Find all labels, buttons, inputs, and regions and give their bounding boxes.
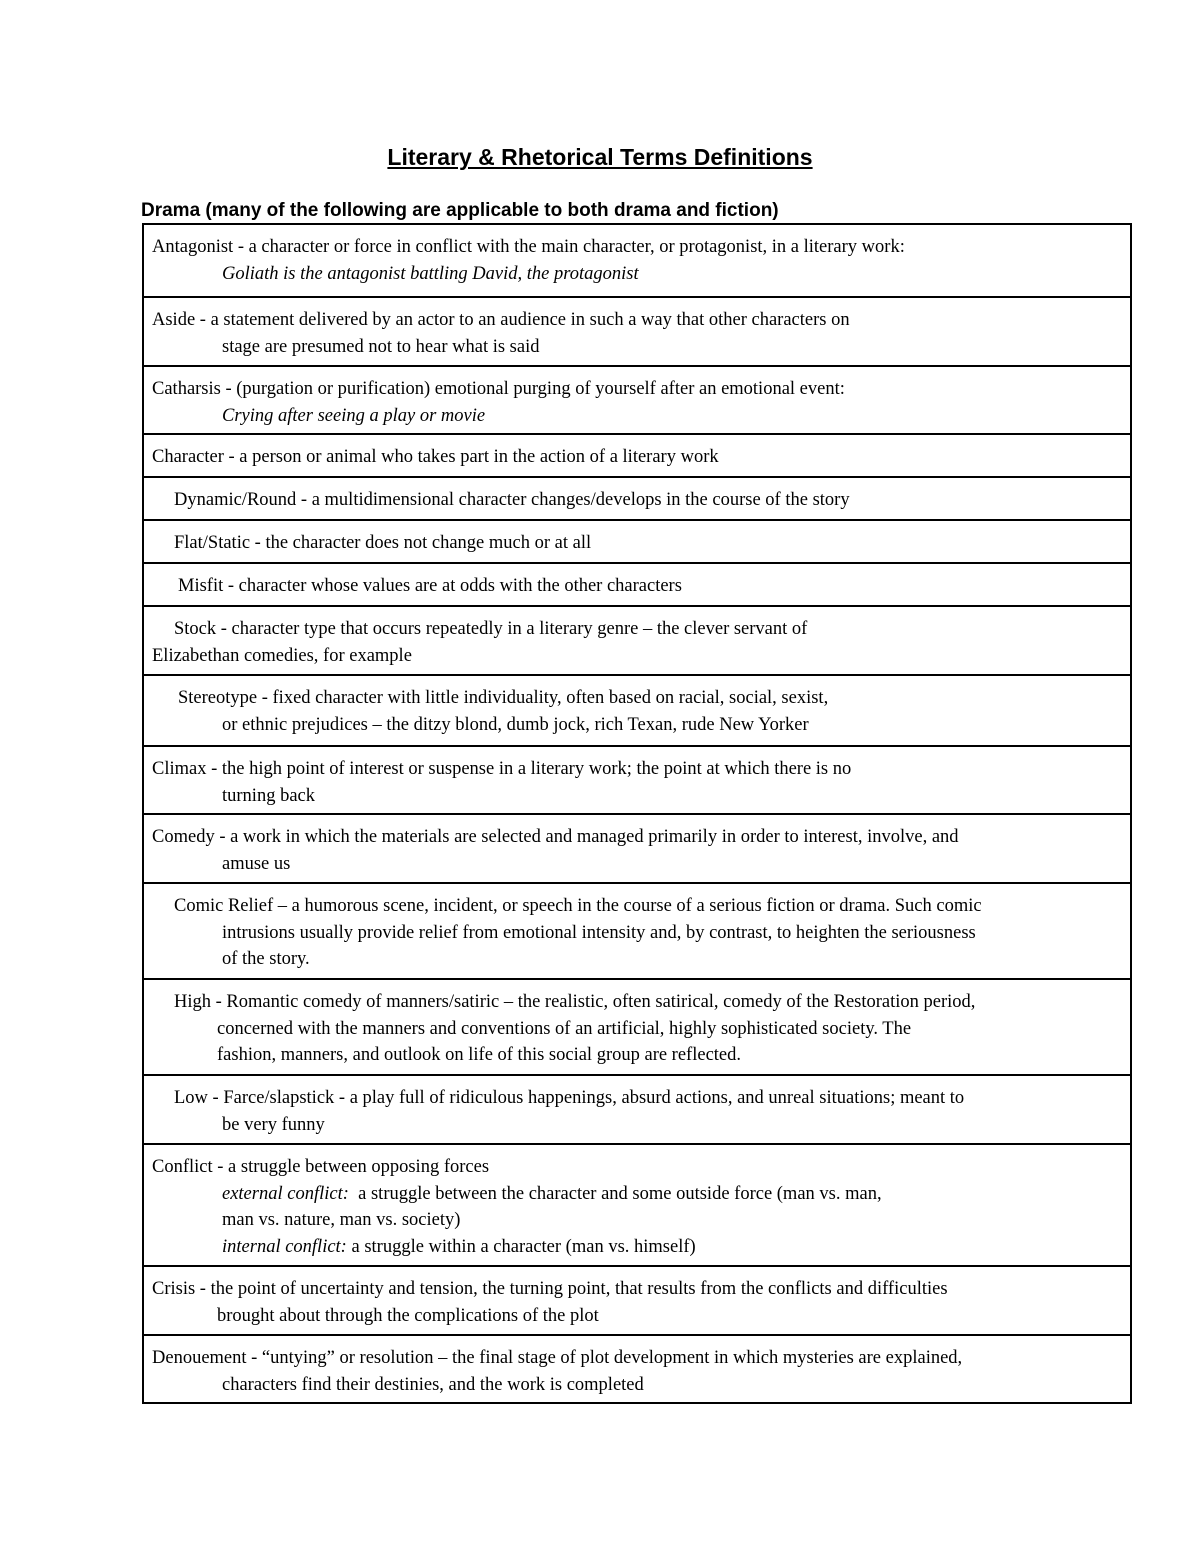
term-row-stock (144, 605, 1130, 674)
terms-table (142, 223, 1132, 1404)
term-definition: Antagonist - a character or force in conflict with the main character, or protagonist, in a literary work: (152, 237, 905, 257)
section-heading: Drama (many of the following are applicable to both drama and fiction) (141, 200, 779, 221)
term-row-conflict (144, 1143, 1130, 1265)
term-definition: Crisis - the point of uncertainty and tension, the turning point, that results from the conflicts and difficulties (152, 1279, 948, 1299)
term-definition-cont: brought about through the complications of the plot (217, 1305, 599, 1326)
term-definition: Aside - a statement delivered by an actor to an audience in such a way that other characters on (152, 310, 850, 330)
term-example: Crying after seeing a play or movie (222, 405, 486, 426)
term-definition-cont: Elizabethan comedies, for example (152, 645, 412, 666)
term-definition: Character - a person or animal who takes part in the action of a literary work (152, 447, 719, 467)
term-row-comic-relief (144, 882, 1130, 978)
term-definition: Denouement - “untying” or resolution – the final stage of plot development in which mysteries are explained, (152, 1348, 963, 1368)
external-conflict-text: a struggle between the character and some outside force (man vs. man, (348, 1183, 882, 1204)
term-definition-cont: characters find their destinies, and the work is completed (222, 1374, 644, 1395)
page-title: Literary & Rhetorical Terms Definitions (387, 144, 813, 170)
term-definition: Catharsis - (purgation or purification) emotional purging of yourself after an emotional event: (152, 379, 845, 399)
term-definition: Stereotype - fixed character with little individuality, often based on racial, social, sexist, (178, 688, 829, 708)
term-definition-cont: turning back (222, 785, 315, 806)
term-row-stereotype (144, 674, 1130, 745)
term-definition: Comic Relief – a humorous scene, incident, or speech in the course of a serious fiction or drama. Such comic (174, 896, 982, 916)
term-definition-cont: fashion, manners, and outlook on life of this social group are reflected. (217, 1045, 742, 1065)
term-row-flat-static (144, 519, 1130, 562)
term-row-antagonist (144, 225, 1130, 296)
internal-conflict-label: internal conflict: (222, 1236, 347, 1257)
term-definition: Stock - character type that occurs repeatedly in a literary genre – the clever servant of (174, 619, 808, 639)
term-example: Goliath is the antagonist battling David, the protagonist (222, 263, 639, 284)
term-row-dynamic-round (144, 476, 1130, 519)
term-definition: Low - Farce/slapstick - a play full of ridiculous happenings, absurd actions, and unreal situations; meant to (174, 1088, 965, 1108)
term-definition-cont: intrusions usually provide relief from emotional intensity and, by contrast, to heighten the seriousness (222, 922, 976, 943)
internal-conflict-text: a struggle within a character (man vs. himself) (346, 1236, 696, 1257)
term-row-denouement (144, 1334, 1130, 1402)
term-row-comedy (144, 813, 1130, 882)
term-definition-cont: concerned with the manners and conventions of an artificial, highly sophisticated society. The (217, 1018, 912, 1039)
term-row-aside (144, 296, 1130, 365)
term-row-high-comedy (144, 978, 1130, 1074)
term-row-low-comedy (144, 1074, 1130, 1143)
term-row-crisis (144, 1265, 1130, 1334)
conflict-external (152, 1181, 1122, 1208)
term-definition: Dynamic/Round - a multidimensional character changes/develops in the course of the story (174, 490, 850, 510)
term-definition-cont: or ethnic prejudices – the ditzy blond, dumb jock, rich Texan, rude New Yorker (222, 714, 809, 735)
term-definition: Climax - the high point of interest or suspense in a literary work; the point at which there is no (152, 759, 852, 779)
term-definition: Comedy - a work in which the materials are selected and managed primarily in order to interest, involve, and (152, 827, 959, 847)
term-definition-cont: stage are presumed not to hear what is said (222, 336, 540, 357)
term-definition: Flat/Static - the character does not change much or at all (174, 533, 592, 553)
term-definition-cont: of the story. (222, 949, 310, 969)
conflict-internal (152, 1234, 1122, 1261)
term-row-misfit (144, 562, 1130, 605)
external-conflict-label: external conflict: (222, 1183, 349, 1204)
term-row-character (144, 433, 1130, 476)
term-definition: High - Romantic comedy of manners/satiric – the realistic, often satirical, comedy of the Restoration period, (174, 992, 976, 1012)
term-definition: Misfit - character whose values are at odds with the other characters (178, 576, 682, 596)
term-definition-cont: be very funny (222, 1114, 325, 1135)
term-definition: Conflict - a struggle between opposing forces (152, 1157, 490, 1177)
term-row-climax (144, 745, 1130, 813)
term-definition-cont: amuse us (222, 853, 291, 874)
term-row-catharsis (144, 365, 1130, 433)
term-definition-cont: man vs. nature, man vs. society) (222, 1210, 461, 1230)
